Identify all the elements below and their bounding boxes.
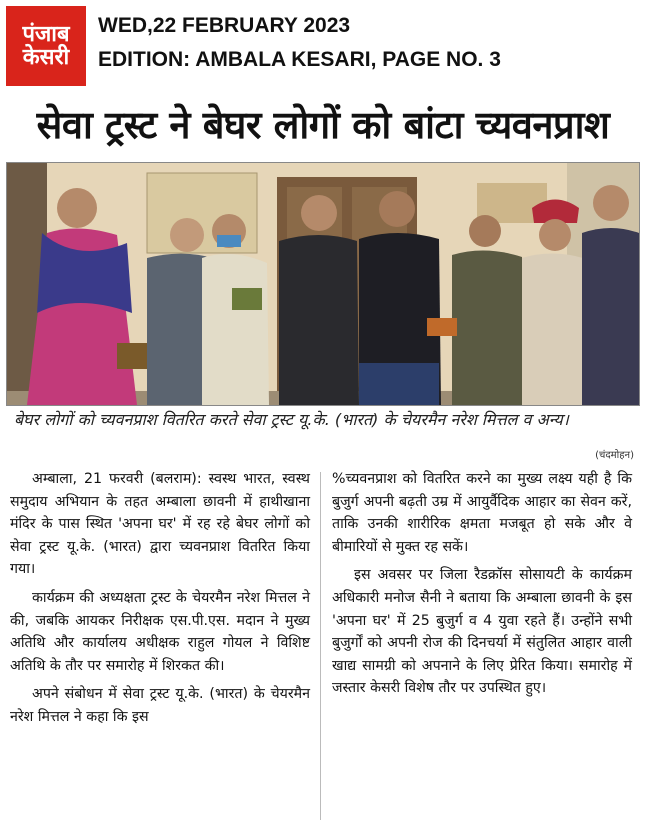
article-paragraph: %च्यवनप्राश को वितरित करने का मुख्य लक्ष्य यही है कि बुजुर्ग अपनी बढ़ती उम्र में आयुर्वैदिक आहार का सेवन करें, ताकि उनकी शारीरिक क्षमता मजबूत हो सके और वे बीमारियों से मुक्त रह सकें। — [332, 471, 632, 555]
logo-line-1: पंजाब — [22, 21, 70, 47]
logo-line-2: केसरी — [22, 45, 70, 70]
photo-caption: बेघर लोगों को च्यवनप्राश वितरित करते सेवा ट्रस्ट यू.के. (भारत) के चेयरमैन नरेश मित्तल व अन्य। — [14, 410, 569, 429]
punjab-kesari-logo — [6, 6, 86, 86]
article-paragraph: कार्यक्रम की अध्यक्षता ट्रस्ट के चेयरमैन नरेश मित्तल ने की, जबकि आयकर निरीक्षक एस.पी.एस. मदान ने मुख्य अतिथि और कार्यालय अधीक्षक राहुल गोयल ने विशिष्ट अतिथि के तौर पर समारोह में शिरकत की। — [10, 589, 310, 674]
column-divider — [320, 472, 321, 820]
photo-credit: (चंदमोहन) — [595, 450, 634, 461]
article-headline: सेवा ट्रस्ट ने बेघर लोगों को बांटा च्यवनप्राश — [36, 103, 610, 147]
article-photo — [6, 162, 640, 406]
edition-info: EDITION: AMBALA KESARI, PAGE NO. 3 — [98, 48, 501, 71]
edition-date: WED,22 FEBRUARY 2023 — [98, 14, 351, 37]
article-column-right — [332, 468, 632, 706]
article-paragraph: इस अवसर पर जिला रैडक्रॉस सोसायटी के कार्यक्रम अधिकारी मनोज सैनी ने बताया कि अम्बाला छावनी के इस 'अपना घर' में 25 बुजुर्ग व 4 युवा रहते हैं। उन्होंने सभी बुजुर्गों को अपनी रोज की दिनचर्या में संतुलित आहार वाली खाद्य सामग्री को अपनाने के लिए प्रेरित किया। समारोह में जस्तार केसरी विशेष तौर पर उपस्थित हुए। — [332, 567, 632, 697]
article-column-left — [10, 468, 310, 735]
article-paragraph: अम्बाला, 21 फरवरी (बलराम): स्वस्थ भारत, स्वस्थ समुदाय अभियान के तहत अम्बाला छावनी में हाथीखाना मंदिर के पास स्थित 'अपना घर' में रह रहे बेघर लोगों को सेवा ट्रस्ट यू.के. (भारत) द्वारा च्यवनप्राश वितरित किया गया। — [10, 471, 310, 578]
group-photo-illustration — [7, 163, 639, 405]
article-paragraph: अपने संबोधन में सेवा ट्रस्ट यू.के. (भारत) के चेयरमैन नरेश मित्तल ने कहा कि इस — [10, 686, 310, 725]
